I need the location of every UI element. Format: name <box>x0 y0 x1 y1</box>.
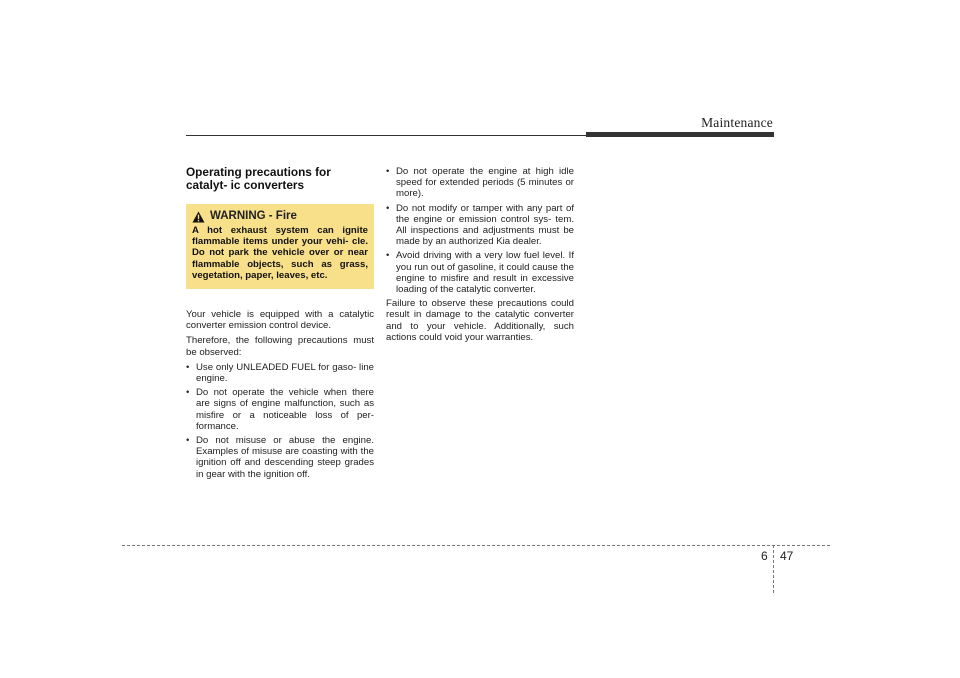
warning-title: WARNING - Fire <box>210 210 297 223</box>
closing-paragraph: Failure to observe these precautions could result in damage to the catalytic converter and to your vehicle. Additionally, such actions could void your warranties. <box>386 298 574 343</box>
footer-page-divider <box>773 545 774 593</box>
warning-text: A hot exhaust system can ignite flammable items under your vehi- cle. Do not park the vehicle over or near flammable objects, such as grass, vegetation, paper, leaves, etc. <box>192 225 368 281</box>
bullet-list-right <box>386 166 574 295</box>
page-number: 47 <box>780 549 794 563</box>
right-column <box>386 166 574 347</box>
intro-paragraph: Your vehicle is equipped with a catalytic converter emission control device. <box>186 309 374 332</box>
warning-triangle-icon <box>192 211 205 223</box>
warning-title-row <box>192 211 368 223</box>
list-item: • Do not operate the vehicle when there are signs of engine malfunction, such as misfire or a noticeable loss of per- formance. <box>186 387 374 432</box>
list-item: • Do not misuse or abuse the engine. Examples of misuse are coasting with the ignition off and descending steep grades in gear with the ignition off. <box>186 435 374 480</box>
header-rule-thick <box>586 132 774 137</box>
list-item: • Do not operate the engine at high idle speed for extended periods (5 minutes or more). <box>386 166 574 200</box>
left-column <box>186 166 374 483</box>
header-title: Maintenance <box>701 115 773 130</box>
section-heading: Operating precautions for catalyt- ic converters <box>186 165 331 192</box>
list-item: • Use only UNLEADED FUEL for gaso- line engine. <box>186 362 374 384</box>
header-rule-thin <box>186 135 586 136</box>
list-item: • Avoid driving with a very low fuel level. If you run out of gasoline, it could cause the engine to misfire and result in excessive loading of the catalytic converter. <box>386 250 574 295</box>
precautions-paragraph: Therefore, the following precautions must be observed: <box>186 335 374 358</box>
list-item: • Do not modify or tamper with any part of the engine or emission control sys- tem. All inspections and adjustments must be made by an authorized Kia dealer. <box>386 203 574 248</box>
warning-box <box>186 204 374 289</box>
footer-dashed-rule <box>122 545 830 546</box>
bullet-list-left <box>186 362 374 480</box>
chapter-number: 6 <box>761 549 768 563</box>
